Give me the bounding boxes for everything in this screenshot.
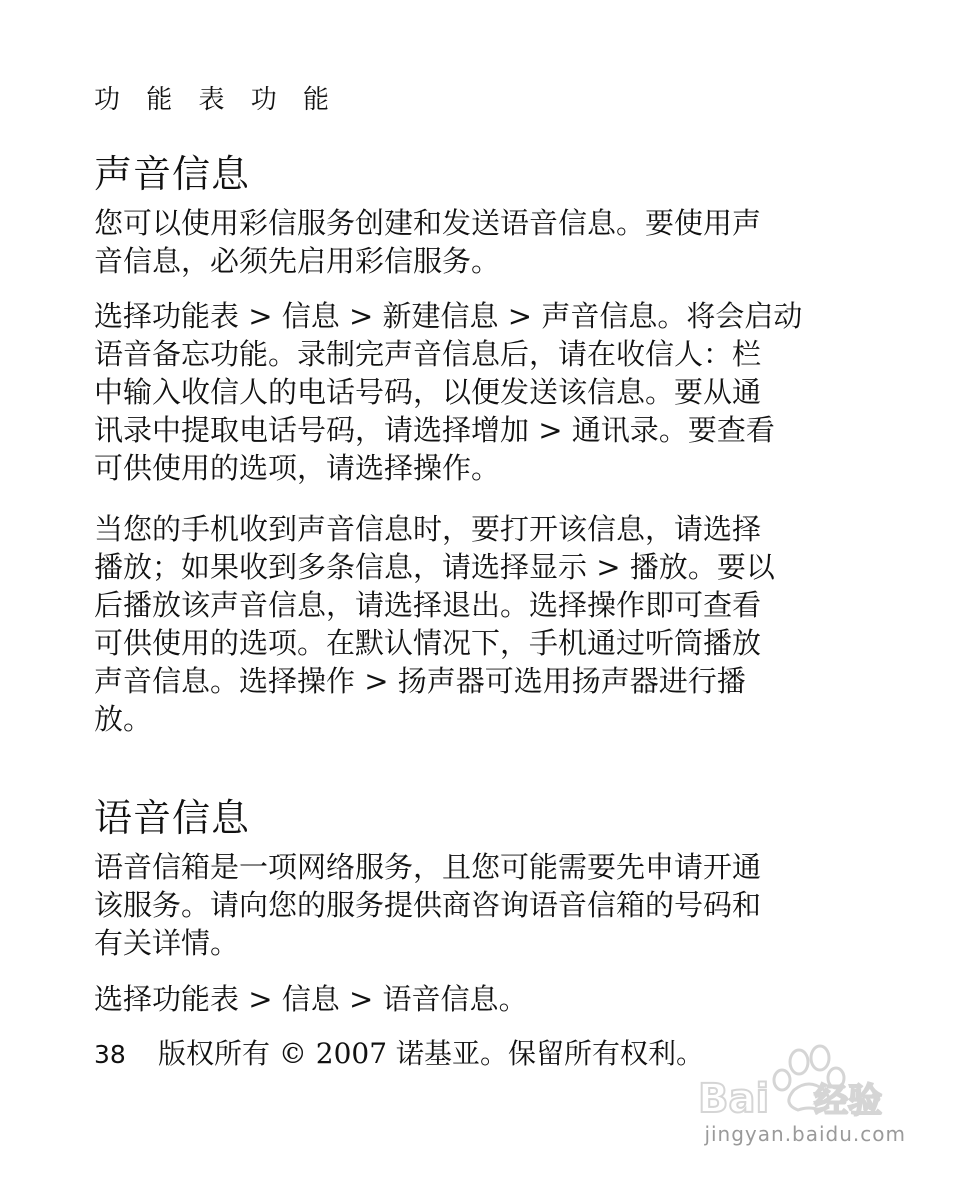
text-line: 选择功能表 > 信息 > 语音信息。	[94, 982, 528, 1016]
page-number: 38	[94, 1040, 126, 1069]
text-line: 语音信箱是一项网络服务，且您可能需要先申请开通	[94, 850, 762, 884]
menu-path-item: 操作	[413, 451, 472, 485]
menu-path-item: 讯录	[94, 413, 153, 447]
text-line: 音信息，必须先启用彩信服务。	[94, 244, 501, 278]
text-line: 可供使用的选项，请选择操作。	[94, 451, 501, 485]
text-line: 可供使用的选项。在默认情况下，手机通过听筒播放	[94, 626, 762, 660]
paragraph-receive-voice-message	[94, 510, 834, 738]
text-line: 当您的手机收到声音信息时，要打开该信息，请选择	[94, 512, 762, 546]
copyright-text: 版权所有 © 2007 诺基亚。保留所有权利。	[158, 1037, 704, 1070]
menu-path-item: 操作	[297, 664, 356, 698]
menu-path-item: 显示	[529, 550, 588, 584]
section-title-voice-message: 声音信息	[94, 152, 251, 196]
text-line: 声音信息。选择操作 > 扬声器可选用扬声器进行播	[94, 664, 746, 698]
menu-path-item: 通讯录	[571, 413, 659, 447]
svg-text:经验: 经验	[814, 1081, 882, 1121]
menu-path-item: 播放	[94, 550, 153, 584]
text-line: 讯录中提取电话号码，请选择增加 > 通讯录。要查看	[94, 413, 775, 447]
menu-path-item: 操作	[587, 588, 646, 622]
menu-path-item: 新建信息	[382, 299, 499, 333]
menu-path-item: 功能表	[152, 982, 240, 1016]
svg-text:Bai: Bai	[698, 1076, 770, 1122]
running-header: 功 能 表 功 能	[94, 85, 339, 115]
text-line: 有关详情。	[94, 926, 240, 960]
paragraph-voicemail-path	[94, 980, 834, 1018]
watermark-url: jingyan.baidu.com	[704, 1122, 906, 1146]
menu-path-item: 播放	[629, 550, 688, 584]
menu-path-item: 扬声器	[397, 664, 485, 698]
text-line: 您可以使用彩信服务创建和发送语音信息。要使用声	[94, 206, 762, 240]
paragraph-intro	[94, 204, 834, 280]
text-line: 放。	[94, 702, 153, 736]
text-line: 语音备忘功能。录制完声音信息后，请在收信人：栏	[94, 337, 762, 371]
text-line: 播放；如果收到多条信息，请选择显示 > 播放。要以	[94, 550, 775, 584]
section-title-voicemail: 语音信息	[94, 796, 251, 840]
menu-path-item: 增加	[471, 413, 530, 447]
menu-path-item: 语音信息	[382, 982, 499, 1016]
menu-path-item: 信息	[281, 982, 340, 1016]
menu-path-item: 通	[732, 375, 762, 409]
page-footer	[94, 1036, 704, 1073]
paragraph-voicemail-intro	[94, 848, 834, 962]
text-line: 该服务。请向您的服务提供商咨询语音信箱的号码和	[94, 888, 762, 922]
menu-path-item: 信息	[281, 299, 340, 333]
menu-path-item: 退出	[442, 588, 501, 622]
text-line: 后播放该声音信息，请选择退出。选择操作即可查看	[94, 588, 762, 622]
menu-path-item: 声音信息	[541, 299, 658, 333]
paragraph-create-voice-message	[94, 297, 834, 487]
field-label: 收信人：	[616, 337, 733, 371]
text-line: 选择功能表 > 信息 > 新建信息 > 声音信息。将会启动	[94, 299, 803, 333]
menu-path-item: 功能表	[152, 299, 240, 333]
text-line: 中输入收信人的电话号码，以便发送该信息。要从通	[94, 375, 762, 409]
